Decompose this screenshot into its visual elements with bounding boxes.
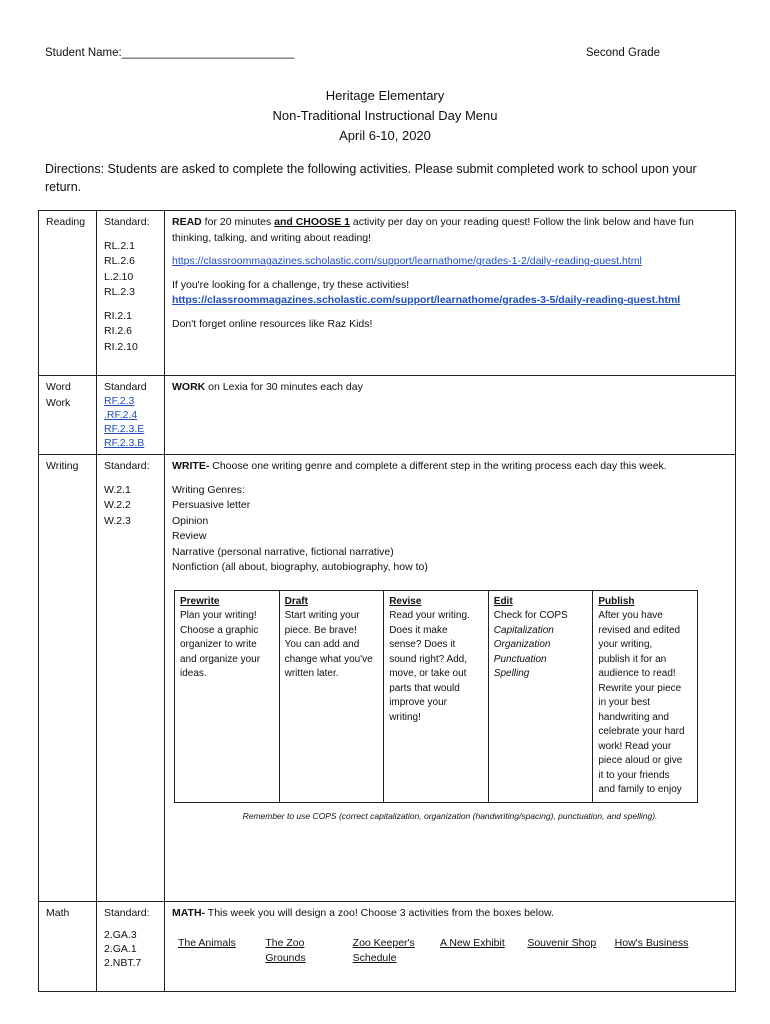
grade-label: Second Grade [585, 47, 660, 59]
step-line: revised and edited [598, 624, 681, 636]
math-activity [165, 902, 736, 992]
step-publish [593, 590, 698, 802]
step-line: change what you've [284, 653, 373, 665]
zoo-activity-the-animals[interactable]: The Animals [178, 936, 236, 949]
date-range: April 6-10, 2020 [339, 128, 431, 143]
step-line: ideas. [180, 668, 207, 679]
step-line: Rewrite your piece [598, 682, 682, 694]
zoo-activity-zoo-keepers-schedule[interactable]: Zoo Keeper's Schedule [352, 936, 415, 964]
menu-title: Non-Traditional Instructional Day Menu [272, 108, 498, 123]
step-line: it to your friends [598, 769, 670, 781]
standard-item: 2.GA.1 [104, 943, 137, 955]
standard-item: W.2.3 [104, 514, 131, 527]
standard-label: Standard: [104, 460, 150, 472]
wordwork-row [39, 376, 736, 455]
reading-quest-link-grades-3-5[interactable]: https://classroommagazines.scholastic.com/support/learnathome/grades-3-5/daily-reading-quest.html [172, 294, 681, 306]
writing-instructions [172, 459, 728, 475]
math-subject: Math [39, 902, 97, 992]
zoo-activity-the-zoo-grounds[interactable]: The Zoo Grounds [265, 936, 306, 964]
step-line: organizer to write [180, 639, 257, 650]
reading-instructions [172, 215, 728, 246]
step-line: audience to read! [598, 668, 676, 679]
writing-activity [165, 455, 736, 902]
step-line: piece. Be brave! [284, 624, 357, 636]
read-text-1: for 20 minutes [201, 216, 275, 228]
step-title: Publish [598, 595, 635, 607]
step-line: sense? Does it [389, 639, 456, 650]
reading-subject: Reading [39, 211, 97, 376]
zoo-activity-a-new-exhibit[interactable]: A New Exhibit [439, 936, 505, 949]
standard-item: L.2.10 [104, 270, 134, 283]
reading-row [39, 211, 736, 376]
online-resources-text: Don't forget online resources like Raz Kids! [172, 317, 373, 330]
zoo-activity-souvenir-shop[interactable]: Souvenir Shop [527, 936, 597, 949]
standard-link[interactable]: .RF.2.4 [104, 409, 138, 421]
read-keyword: READ [172, 216, 202, 228]
step-line: piece aloud or give [598, 755, 683, 766]
step-title: Revise [389, 595, 422, 607]
standard-item: W.2.1 [104, 483, 131, 496]
step-line: writing! [389, 711, 421, 723]
step-title: Edit [493, 595, 513, 607]
math-keyword: MATH- [172, 907, 206, 919]
write-text: Choose one writing genre and complete a different step in the writing process each day this week. [209, 460, 667, 472]
wordwork-subject: Word Work [39, 376, 97, 455]
standard-link[interactable]: RF.2.3.B [104, 437, 145, 449]
wordwork-standards [97, 376, 165, 455]
step-line: Start writing your [284, 610, 360, 621]
standard-item: 2.NBT.7 [104, 957, 142, 969]
standard-label: Standard: [104, 216, 150, 228]
step-title: Draft [284, 595, 308, 607]
genres-label: Writing Genres: [172, 483, 245, 496]
step-line: Choose a graphic [180, 624, 259, 636]
standard-item: RL.2.3 [104, 286, 135, 298]
standard-item: RI.2.10 [104, 340, 138, 353]
school-name: Heritage Elementary [325, 88, 445, 103]
activities-table [38, 210, 736, 992]
cops-item: Punctuation [493, 653, 547, 665]
math-instructions [172, 906, 728, 922]
standard-label: Standard [104, 381, 147, 393]
genre-item: Narrative (personal narrative, fictional narrative) [172, 545, 394, 558]
step-line: sound right? Add, [389, 653, 468, 665]
step-line: celebrate your hard [598, 726, 685, 737]
writing-standards [97, 455, 165, 902]
student-name-label: Student Name:___________________________ [45, 47, 295, 59]
cops-item: Capitalization [493, 624, 554, 636]
step-line: work! Read your [598, 740, 672, 752]
step-line: Plan your writing! [180, 610, 257, 621]
reading-quest-link-grades-1-2[interactable]: https://classroommagazines.scholastic.com/support/learnathome/grades-1-2/daily-reading-quest.html [172, 255, 642, 267]
writing-subject: Writing [39, 455, 97, 902]
read-text-2: activity per day on your reading quest! Follow the link below and have fun thinking, talking, and writing about reading! [172, 216, 694, 244]
reading-standards [97, 211, 165, 376]
work-keyword: WORK [172, 381, 206, 393]
step-line: Check for COPS [493, 610, 568, 621]
step-line: in your best [598, 697, 651, 708]
step-line: After you have [598, 610, 663, 621]
step-line: and organize your [180, 653, 261, 665]
standard-item: RI.2.6 [104, 325, 133, 337]
write-keyword: WRITE- [172, 460, 210, 472]
step-line: handwriting and [598, 711, 669, 723]
step-line: your writing, [598, 639, 653, 650]
cops-item: Spelling [493, 668, 530, 679]
step-draft [279, 590, 384, 802]
standard-item: RL.2.1 [104, 239, 135, 252]
step-line: publish it for an [598, 653, 667, 665]
genre-item: Opinion [172, 514, 209, 527]
cops-item: Organization [493, 639, 551, 650]
wordwork-activity [165, 376, 736, 455]
step-edit [488, 590, 593, 802]
genre-item: Persuasive letter [172, 499, 251, 511]
standard-link[interactable]: RF.2.3 [104, 395, 135, 407]
step-line: written later. [284, 668, 339, 679]
math-standards [97, 902, 165, 992]
writing-process-table [174, 590, 698, 803]
standard-item: RI.2.1 [104, 309, 133, 322]
standard-item: W.2.2 [104, 499, 131, 511]
standard-item: RL.2.6 [104, 255, 135, 267]
standard-link[interactable]: RF.2.3.E [104, 423, 145, 435]
step-revise [384, 590, 489, 802]
challenge-text: If you're looking for a challenge, try these activities! [172, 278, 410, 291]
step-line: and family to enjoy [598, 784, 682, 795]
zoo-activities-table [172, 934, 696, 968]
step-line: Does it make [389, 624, 448, 636]
genre-item: Review [172, 530, 207, 542]
directions-text: Directions: Students are asked to complete the following activities. Please submit completed work to school upon your return. [45, 162, 697, 194]
cops-reminder: Remember to use COPS (correct capitalization, organization (handwriting/spacing), punctuation, and spelling). [242, 810, 658, 821]
zoo-activity-hows-business[interactable]: How's Business [614, 936, 689, 949]
step-line: improve your [389, 697, 447, 708]
step-prewrite [175, 590, 280, 802]
step-title: Prewrite [180, 595, 220, 607]
genre-item: Nonfiction (all about, biography, autobiography, how to) [172, 561, 428, 573]
and-choose-keyword: and CHOOSE 1 [274, 216, 350, 228]
standard-item: 2.GA.3 [104, 929, 137, 941]
standard-label: Standard: [104, 907, 150, 919]
reading-activity [165, 211, 736, 376]
title-block [0, 86, 770, 146]
math-text: This week you will design a zoo! Choose 3 activities from the boxes below. [205, 907, 554, 919]
step-line: parts that would [389, 682, 460, 694]
work-text: on Lexia for 30 minutes each day [205, 381, 363, 393]
step-line: move, or take out [389, 668, 467, 679]
step-line: You can add and [284, 639, 360, 650]
writing-row [39, 455, 736, 902]
math-row [39, 902, 736, 992]
step-line: Read your writing. [389, 610, 470, 621]
